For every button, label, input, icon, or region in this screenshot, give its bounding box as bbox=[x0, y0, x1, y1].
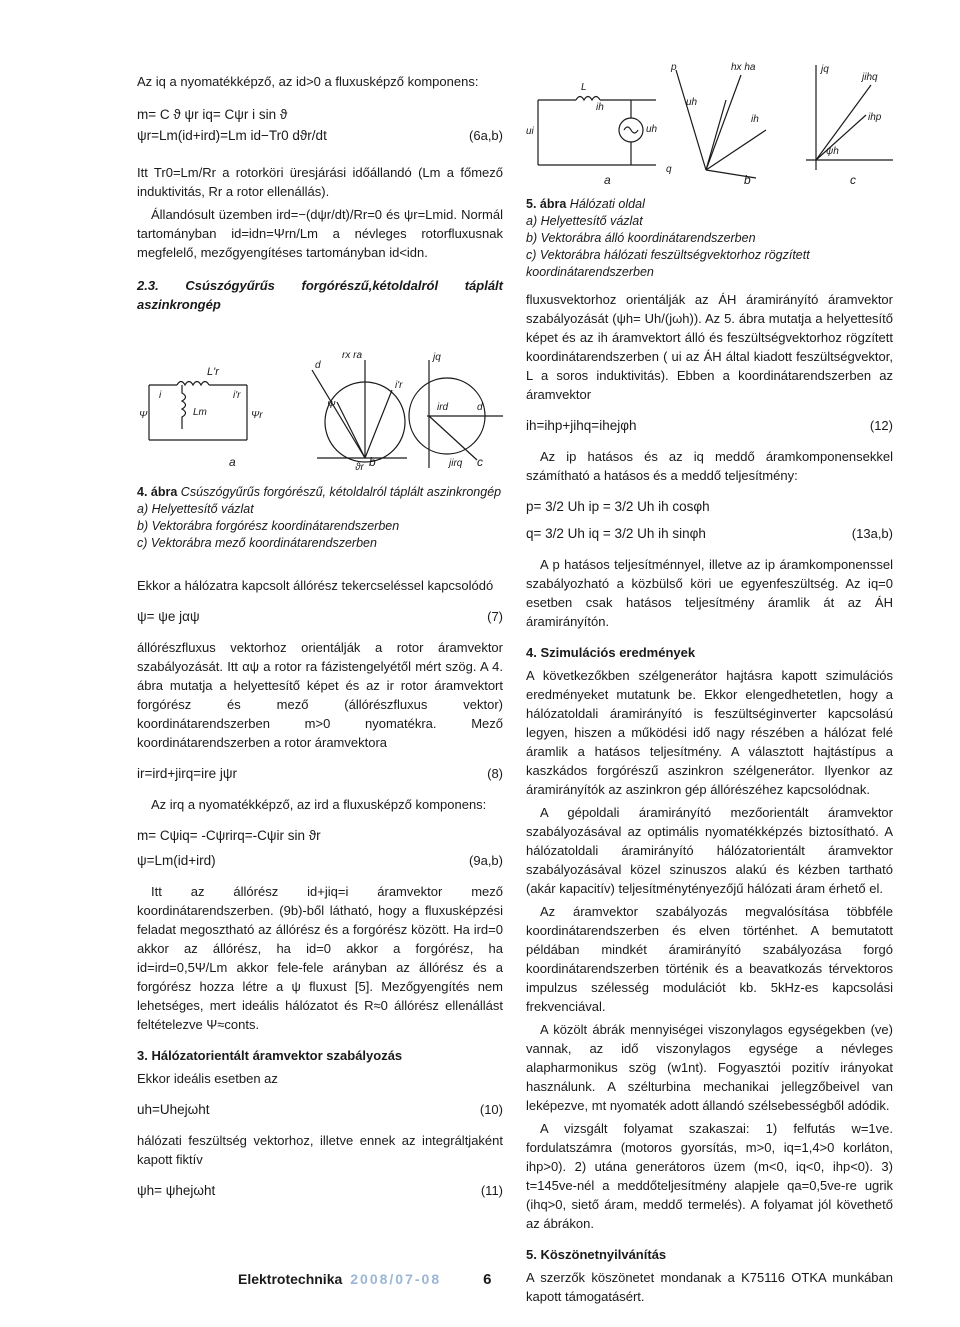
fig5-caption-title: 5. ábra bbox=[526, 197, 567, 211]
equation-13a-text: p= 3/2 Uh ip = 3/2 Uh ih cosφh bbox=[526, 499, 710, 514]
section-heading-4: 4. Szimulációs eredmények bbox=[526, 645, 696, 660]
figure-5-caption bbox=[526, 196, 893, 291]
svg-text:Ψr: Ψr bbox=[251, 410, 263, 421]
svg-text:Lm: Lm bbox=[193, 407, 207, 418]
svg-text:ird: ird bbox=[437, 402, 449, 413]
equation-11-text: ψh= ψhejωht bbox=[137, 1183, 216, 1198]
svg-text:i'r: i'r bbox=[233, 390, 241, 401]
left-column bbox=[137, 72, 503, 1212]
svg-text:jihq: jihq bbox=[862, 72, 878, 83]
svg-text:d: d bbox=[315, 360, 321, 371]
svg-text:ϑr: ϑr bbox=[355, 462, 364, 473]
section-heading-2-3: 2.3. Csúszógyűrűs forgórészű,kétoldalról táplált aszinkrongép bbox=[137, 278, 503, 312]
svg-text:ihp: ihp bbox=[868, 112, 882, 123]
equation-12-number: (12) bbox=[869, 418, 893, 433]
fig4-caption-line1: Csúszógyűrűs forgórészű, kétoldalról táplált aszinkrongép bbox=[180, 485, 502, 499]
svg-text:hx ha: hx ha bbox=[731, 62, 756, 73]
equation-7-number: (7) bbox=[487, 609, 503, 624]
left-paragraph-1: Itt Tr0=Lm/Rr a rotorköri üresjárási időállandó (Lm a főmező induktivitás, Rr a rotor ellenállás). bbox=[137, 165, 503, 199]
equation-6b-text: ψr=Lm(id+ird)=Lm id−Tr0 dϑr/dt bbox=[137, 128, 327, 143]
equation-13a bbox=[526, 497, 893, 516]
equation-7 bbox=[137, 607, 503, 626]
left-paragraph-6: Itt az állórész id+jiq=i áramvektor mező koordinátarendszerben. (9b)-ből látható, hogy a fluxusképzési feladat megosztható az állórész és a forgórész között. Ha ird=0 akkor az állórész, ha id=0 akkor a forgórész, ha id=ird=0,5Ψ/Lm akkor fele-fele arányban az állórész és a forgórész hozza létre a ψ fluxust [5]. Mezőgyengítés nem lehetséges, mert ideális hálózatot és R≈0 állórész ellenállást feltételezve Ψ≈conts. bbox=[137, 884, 503, 1032]
equation-11-number: (11) bbox=[480, 1183, 503, 1198]
equation-10-number: (10) bbox=[479, 1102, 503, 1117]
right-paragraph-7: A vizsgált folyamat szakaszai: 1) felfutás w=1ve. fordulatszámra (motoros gyorsítás, m>0, iq=1,4>0 korláton, ihp>0). 2) utána generátoros üzem (m<0, iq<0, ihp<0). 3) t=145ve-nél a meddőteljesítmény alapjele qa=0,5ve-re ugrik (ihq>0, siető áram, meddő termelés). A folyamat jól követhető az ábrákon. bbox=[526, 1121, 893, 1231]
fig4-caption-line3: b) Vektorábra forgórész koordinátarendszerben bbox=[137, 519, 400, 533]
svg-text:jq: jq bbox=[821, 64, 829, 75]
equation-10 bbox=[137, 1100, 503, 1119]
fig5-caption-line3: b) Vektorábra álló koordinátarendszerben bbox=[526, 231, 756, 245]
figure-5-drawing bbox=[526, 60, 893, 185]
equation-6-number: (6a,b) bbox=[469, 128, 503, 143]
svg-text:p: p bbox=[671, 62, 677, 73]
svg-text:Ψ: Ψ bbox=[139, 410, 148, 421]
left-paragraph-0: Az iq a nyomatékképző, az id>0 a fluxusképző komponens: bbox=[137, 74, 479, 89]
fig5-caption-line4: c) Vektorábra hálózati feszültségvektorhoz rögzített koordinátarendszerben bbox=[526, 248, 810, 279]
svg-text:L'r: L'r bbox=[207, 366, 219, 378]
equation-13-number: (13a,b) bbox=[851, 526, 893, 541]
footer-issue: 2008/07-08 bbox=[350, 1271, 442, 1287]
fig5-caption-line2: a) Helyettesítő vázlat bbox=[526, 214, 643, 228]
svg-text:jirq: jirq bbox=[449, 458, 463, 469]
equation-8 bbox=[137, 764, 503, 783]
figure-5 bbox=[526, 60, 893, 185]
right-paragraph-1: Az ip hatásos és az iq meddő áramkomponensekkel számítható a hatásos és a meddő teljesítmény: bbox=[526, 449, 893, 483]
fig5-label-a: a bbox=[604, 173, 611, 185]
left-paragraph-8: hálózati feszültség vektorhoz, illetve ennek az integráltjaként kapott fiktív bbox=[137, 1133, 503, 1167]
svg-text:L: L bbox=[581, 82, 587, 93]
svg-text:d: d bbox=[477, 402, 483, 413]
page-footer bbox=[238, 1271, 491, 1288]
svg-text:Ψ: Ψ bbox=[327, 400, 336, 411]
right-paragraph-2: A p hatásos teljesítménnyel, illetve az ip áramkomponenssel szabályozható a közbülső köri ue egyenfeszültség. Az iq=0 esetben csak hatásos teljesítmény áramlik át az ÁH áramirányítón. bbox=[526, 557, 893, 629]
svg-text:ih: ih bbox=[596, 102, 604, 113]
svg-text:uh: uh bbox=[686, 97, 698, 108]
fig4-label-c: c bbox=[477, 455, 483, 469]
left-paragraph-5: Az irq a nyomatékképző, az ird a fluxusképző komponens: bbox=[151, 797, 487, 812]
fig4-label-a: a bbox=[229, 455, 236, 469]
left-paragraph-7: Ekkor ideális esetben az bbox=[137, 1071, 278, 1086]
equation-8-text: ir=ird+jirq=ire jψr bbox=[137, 766, 238, 781]
equation-9a-text: m= Cψiq= -Cψrirq=-Cψir sin ϑr bbox=[137, 828, 321, 843]
equation-6b bbox=[137, 126, 503, 145]
equation-9-number: (9a,b) bbox=[469, 853, 503, 868]
fig5-label-c: c bbox=[850, 173, 856, 185]
equation-10-text: uh=Uhejωht bbox=[137, 1102, 210, 1117]
fig5-label-b: b bbox=[744, 173, 751, 185]
equation-9b bbox=[137, 851, 503, 870]
left-paragraph-3: Ekkor a hálózatra kapcsolt állórész tekercseléssel kapcsolódó bbox=[137, 578, 494, 593]
right-paragraph-6: A közölt ábrák mennyiségei viszonylagos egységekben (ve) vannak, az idő viszonylagos egysége a névleges alapharmonikus szög (w1nt). Fogyasztói pozitív irányokat használunk. A szélturbina mechanikai jellegzőbeivel van leképezve, mt nyomaték adott állandó szélsebességből adódik. bbox=[526, 1022, 893, 1113]
svg-text:i'r: i'r bbox=[395, 380, 403, 391]
fig4-caption-title: 4. ábra bbox=[137, 485, 178, 499]
equation-13b bbox=[526, 524, 893, 543]
svg-text:rx ra: rx ra bbox=[342, 350, 362, 361]
equation-6a-text: m= C ϑ ψr iq= Cψr i sin ϑ bbox=[137, 107, 288, 122]
svg-text:ψh: ψh bbox=[826, 146, 839, 157]
right-paragraph-8: A szerzők köszönetet mondanak a K75116 OTKA munkában kapott támogatásért. bbox=[526, 1270, 893, 1304]
equation-8-number: (8) bbox=[487, 766, 503, 781]
right-paragraph-0: fluxusvektorhoz orientálják az ÁH áramirányító áramvektor szabályozását (ψh= Uh/(jωh)). Az 5. ábra mutatja a helyettesítő képet és az ih áramvektort álló és feszültségvektorhoz rögzített koordinátarendszerben ( ui az ÁH által kiadott feszültségvektor, L a soros induktivitás). Ebben a koordinátarendszerben az áramvektor bbox=[526, 292, 893, 402]
equation-13b-text: q= 3/2 Uh iq = 3/2 Uh ih sinφh bbox=[526, 526, 706, 541]
equation-9a bbox=[137, 826, 503, 845]
section-heading-3: 3. Hálózatorientált áramvektor szabályozás bbox=[137, 1048, 403, 1063]
equation-11 bbox=[137, 1181, 503, 1200]
svg-text:ih: ih bbox=[751, 114, 759, 125]
equation-6a bbox=[137, 105, 503, 124]
right-paragraph-5: Az áramvektor szabályozás megvalósítása többféle koordinátarendszerben és elven történhet. A bemutatott példában mindkét áramirányító szabályozása forgó koordinátarendszerben történik és a beavatkozás térvektoros impulzus szélesség modulációt kb. 5kHz-es kapcsolási frekvenciával. bbox=[526, 904, 893, 1014]
svg-text:i: i bbox=[159, 390, 162, 401]
left-paragraph-4: állórészfluxus vektorhoz orientálják a rotor áramvektor szabályozását. Itt αψ a rotor ra fázistengelyétől mért szög. A 4. ábra mutatja a helyettesítő képet és az ir rotor áramvektort forgórész és mező (állórészfluxus vektor) koordinátarendszerben m>0 nyomatékra. Mező koordinátarendszerben a rotor áramvektora bbox=[137, 640, 503, 750]
section-heading-5: 5. Köszönetnyilvánítás bbox=[526, 1247, 667, 1262]
fig4-caption-line4: c) Vektorábra mező koordinátarendszerben bbox=[137, 536, 377, 550]
left-paragraph-2: Állandósult üzemben ird=−(dψr/dt)/Rr=0 és ψr=Lmid. Normál tartományban id=idn=Ψrn/Lm a névleges rotorfluxusnak megfelelő, mezőgyengítéses tartományban id<idn. bbox=[137, 207, 503, 260]
fig4-label-b: b bbox=[369, 455, 376, 469]
equation-12 bbox=[526, 416, 893, 435]
right-paragraph-3: A következőkben szélgenerátor hajtásra kapott szimulációs eredményeket mutatunk be. Ekkor elengedhetetlen, hogy a hálózatoldali áramirányító is feszültséginverter kapcsolású legyen, hiszen a működési idő nagy részében a hálózat felé áramlik a hatásos teljesítmény. A választott hajtástípus a kaszkádos forgórészű aszinkron szélgenerátor. Ilyenkor az áramirányítók az aszinkron gép állórészéhez kapcsolódnak. bbox=[526, 668, 893, 797]
fig5-caption-line1: Hálózati oldal bbox=[569, 197, 645, 211]
equation-9b-text: ψ=Lm(id+ird) bbox=[137, 853, 216, 868]
svg-text:q: q bbox=[666, 164, 672, 175]
svg-text:uh: uh bbox=[646, 124, 658, 135]
svg-text:ui: ui bbox=[526, 126, 534, 137]
svg-text:jq: jq bbox=[433, 352, 441, 363]
equation-12-text: ih=ihp+jihq=ihejφh bbox=[526, 418, 637, 433]
right-paragraph-4: A gépoldali áramirányító mezőorientált áramvektor szabályozásával az optimális nyomatékképzés biztosítható. A hálózatoldali áramirányító hálózatorientált áramvektor szabályozásával közel szinuszos alakú és kézben tartható (akár kapacitív) teljesítménytényezőjű hálózati áram érhető el. bbox=[526, 805, 893, 896]
footer-journal-name: Elektrotechnika bbox=[238, 1271, 343, 1287]
footer-page-number: 6 bbox=[483, 1271, 492, 1288]
right-column bbox=[526, 290, 893, 1310]
equation-7-text: ψ= ψe jαψ bbox=[137, 609, 200, 624]
fig4-caption-line2: a) Helyettesítő vázlat bbox=[137, 502, 254, 516]
